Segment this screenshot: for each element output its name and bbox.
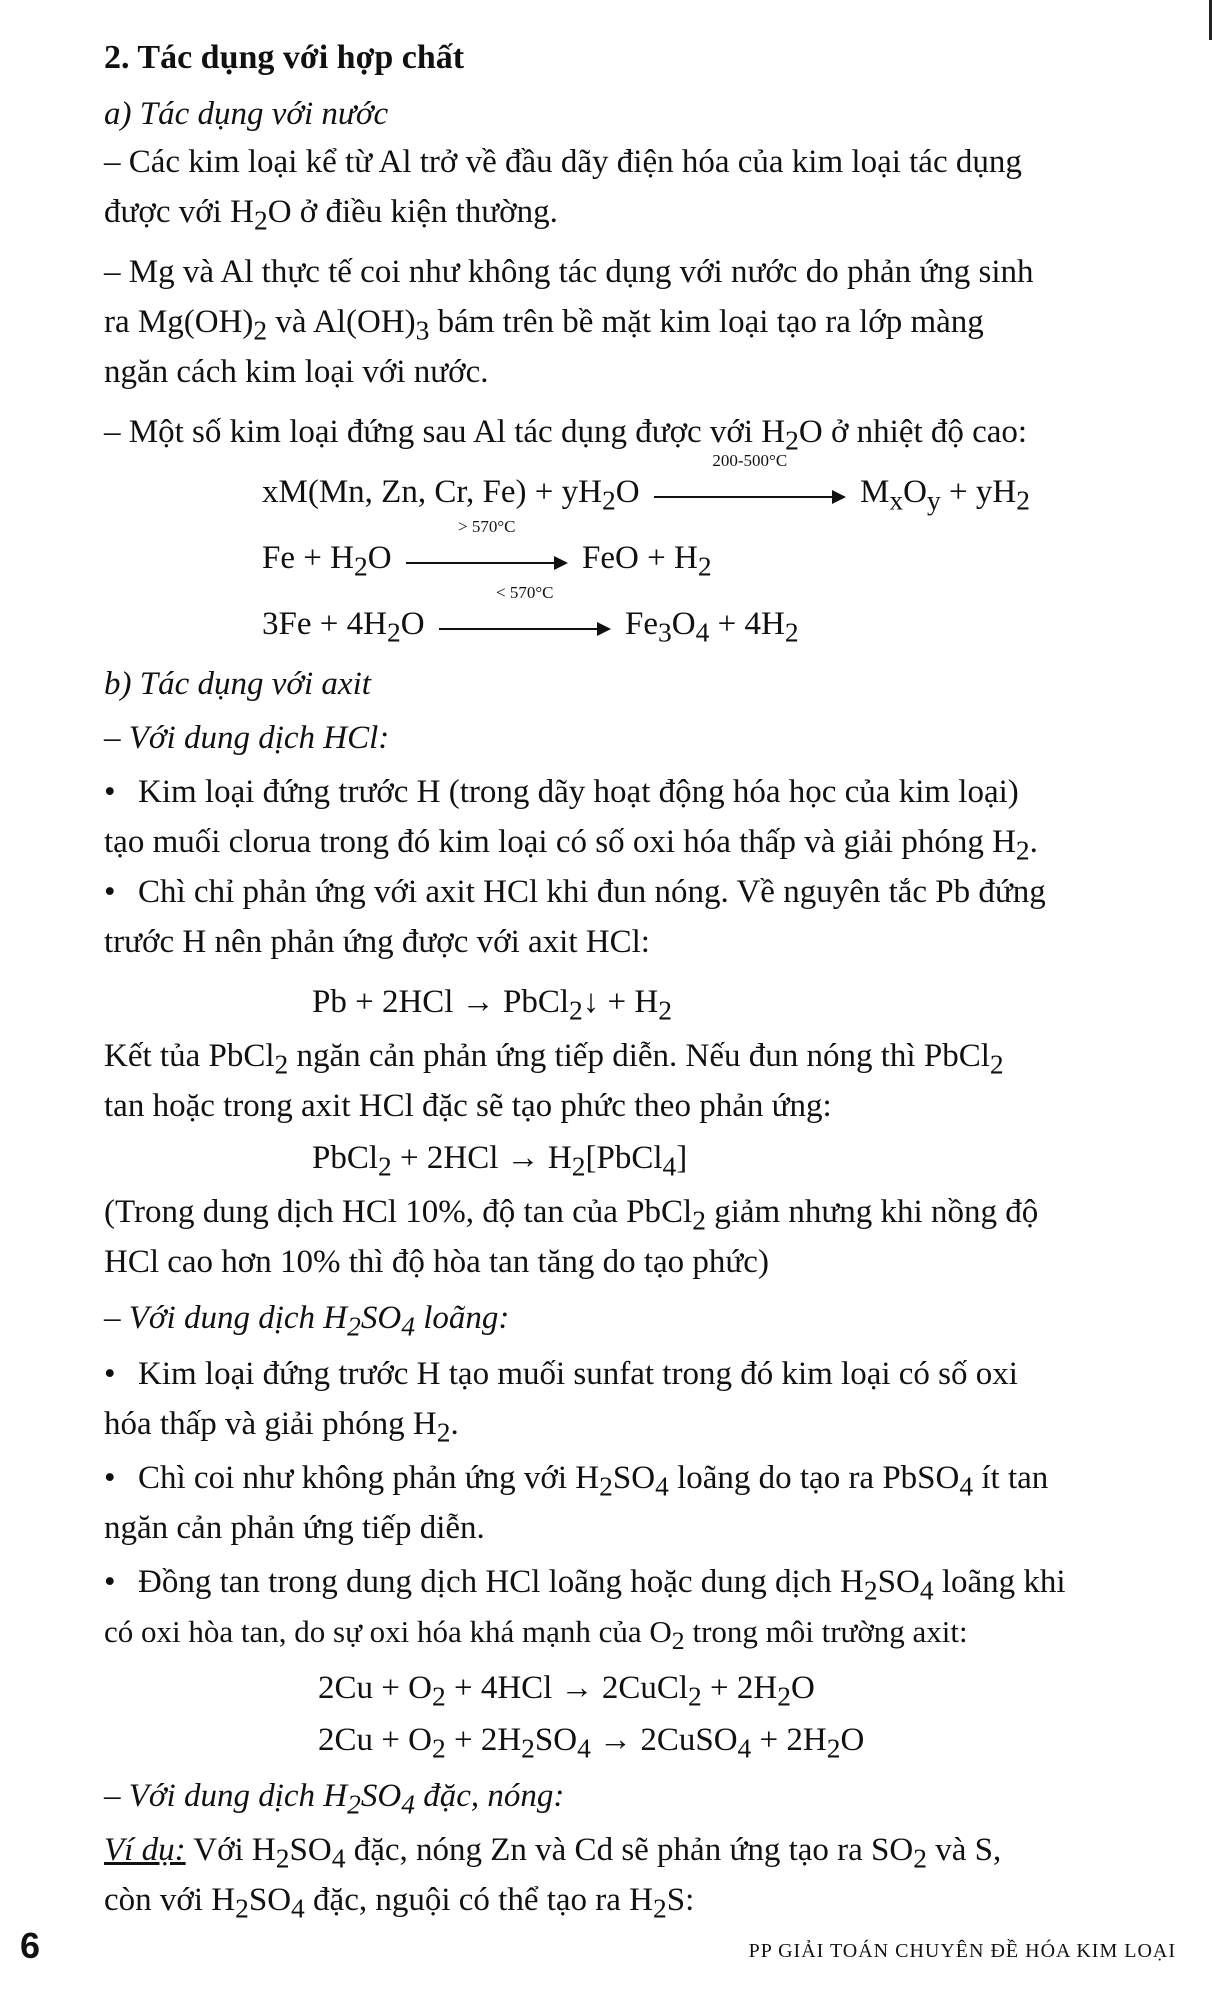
paragraph-line: – Mg và Al thực tế coi như không tác dụng với nước do phản ứng sinh bbox=[104, 254, 1034, 290]
equation-4: Pb + 2HCl → PbCl$_2$↓ + $H_2$ bbox=[312, 984, 672, 1026]
paragraph-line: trước H nên phản ứng được với axit HCl: bbox=[104, 924, 650, 960]
equation-5: PbCl$_2$ + $2HCl \to H_2[PbCl_4]$ bbox=[312, 1140, 688, 1182]
bullet-item: • Kim loại đứng trước H tạo muối sunfat trong đó kim loại có số oxi bbox=[104, 1354, 1194, 1394]
h2so4-heading: – Với dung dịch $H_2SO_4$ loãng: bbox=[104, 1300, 510, 1342]
equation-7: $2Cu + O_2 + 2H_2SO_4$ → 2CuSO$_4$ + $2H_2O$ bbox=[318, 1722, 865, 1764]
bullet-item: • Đồng tan trong dung dịch HCl loãng hoặc dung dịch $H_2SO_4$ loãng khi bbox=[104, 1562, 1194, 1611]
paragraph-line: tan hoặc trong axit HCl đặc sẽ tạo phức theo phản ứng: bbox=[104, 1088, 832, 1124]
equation-1: xM(Mn, Zn, Cr, $Fe) + yH_2O$ 200-500°C $M_xO_y + yH_2$ bbox=[262, 451, 1030, 516]
subheading-a: a) Tác dụng với nước bbox=[104, 96, 389, 132]
page-number: 6 bbox=[20, 1925, 41, 1966]
h2so4-hot-heading: – Với dung dịch $H_2SO_4$ đặc, nóng: bbox=[104, 1778, 565, 1820]
reaction-arrow: > 570°C bbox=[406, 540, 568, 580]
reaction-arrow: 200-500°C bbox=[654, 474, 846, 514]
paragraph-line: – Các kim loại kể từ Al trở về đầu dãy điện hóa của kim loại tác dụng bbox=[104, 144, 1022, 180]
example-line: Ví dụ: Với $H_2SO_4$ đặc, nóng Zn và Cd sẽ phản ứng tạo ra $SO_2$ và S, bbox=[104, 1832, 1002, 1874]
paragraph-line: tạo muối clorua trong đó kim loại có số oxi hóa thấp và giải phóng $H_2$. bbox=[104, 824, 1038, 866]
paragraph-line: ngăn cách kim loại với nước. bbox=[104, 354, 489, 390]
paragraph-line: HCl cao hơn 10% thì độ hòa tan tăng do tạo phức) bbox=[104, 1244, 769, 1280]
paragraph-line: – Một số kim loại đứng sau Al tác dụng được với $H_2O$ ở nhiệt độ cao: bbox=[104, 414, 1028, 456]
paragraph-line: Kết tủa PbCl$_2$ ngăn cản phản ứng tiếp diễn. Nếu đun nóng thì PbCl$_2$ bbox=[104, 1038, 1004, 1080]
paragraph-line: hóa thấp và giải phóng $H_2$. bbox=[104, 1406, 459, 1448]
subheading-b: b) Tác dụng với axit bbox=[104, 666, 371, 702]
paragraph-line: có oxi hòa tan, do sự oxi hóa khá mạnh của $O_2$ trong môi trường axit: bbox=[104, 1614, 968, 1656]
equation-6: $2Cu + O_2 + 4HCl$ → 2CuCl$_2$ + $2H_2O$ bbox=[318, 1670, 815, 1712]
paragraph-line: (Trong dung dịch HCl 10%, độ tan của PbCl$_2$ giảm nhưng khi nồng độ bbox=[104, 1194, 1039, 1236]
margin-mark bbox=[1209, 0, 1212, 40]
section-title: 2. Tác dụng với hợp chất bbox=[104, 39, 465, 76]
bullet-item: • Chì chỉ phản ứng với axit HCl khi đun nóng. Về nguyên tắc Pb đứng bbox=[104, 872, 1194, 912]
reaction-arrow: < 570°C bbox=[439, 606, 611, 646]
equation-2: $Fe + H_2O$ > 570°C FeO + $H_2$ bbox=[262, 517, 712, 582]
bullet-item: • Chì coi như không phản ứng với $H_2SO_4$ loãng do tạo ra PbSO$_4$ ít tan bbox=[104, 1458, 1194, 1507]
paragraph-line: được với $H_2O$ ở điều kiện thường. bbox=[104, 194, 558, 236]
running-footer: PP GIẢI TOÁN CHUYÊN ĐỀ HÓA KIM LOẠI bbox=[748, 1940, 1176, 1962]
example-line: còn với $H_2SO_4$ đặc, nguội có thể tạo ra $H_2S$: bbox=[104, 1882, 695, 1924]
bullet-item: • Kim loại đứng trước H (trong dãy hoạt động hóa học của kim loại) bbox=[104, 772, 1194, 812]
paragraph-line: ra $Mg(OH)_2$ và $Al(OH)_3$ bám trên bề mặt kim loại tạo ra lớp màng bbox=[104, 304, 984, 346]
equation-3: $3Fe + 4H_2O$ < 570°C $Fe_3O_4 + 4H_2$ bbox=[262, 583, 799, 648]
hcl-heading: – Với dung dịch HCl: bbox=[104, 720, 390, 756]
paragraph-line: ngăn cản phản ứng tiếp diễn. bbox=[104, 1510, 485, 1546]
example-label: Ví dụ: bbox=[104, 1832, 186, 1868]
